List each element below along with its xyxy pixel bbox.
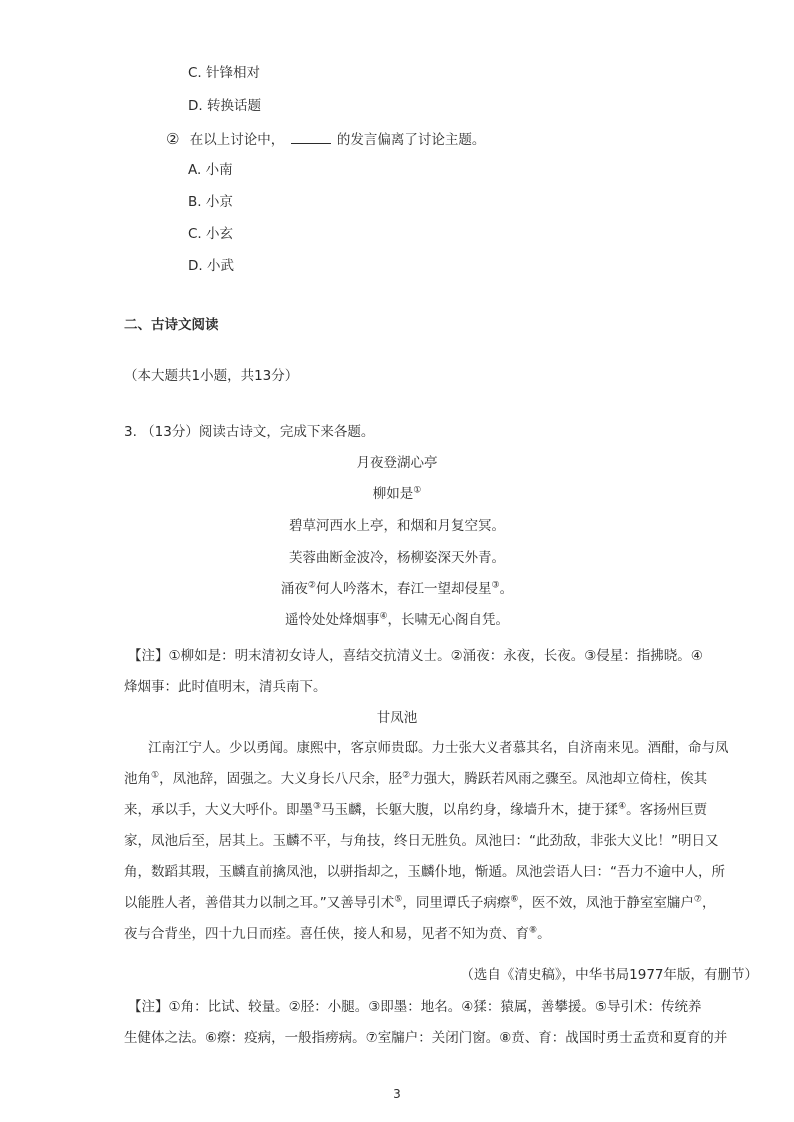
prose-row [124, 888, 764, 919]
poem-title: 月夜登湖心亭 [356, 455, 438, 471]
poem-line-1: 碧草河西水上亭，和烟和月复空冥。 [289, 518, 505, 534]
prose-text: ，医不效，凤池于静室室牖户 [518, 895, 694, 911]
prose-row: 江南江宁人。少以勇闻。康熙中，客京师贵邸。力士张大义者慕其名，自济南来见。酒酣，命与凤 [148, 740, 729, 756]
prose-text: 力强大，腾跃若风雨之骤至。凤池却立倚柱，俟其 [410, 771, 708, 787]
question-2-number: ② [166, 130, 180, 148]
footnote-marker: ⑧ [529, 925, 538, 936]
footnote-marker: ⑦ [693, 894, 702, 905]
footnote-marker: ② [307, 580, 316, 591]
prose-row: 角，数蹈其瑕，玉麟直前擒凤池，以骈指却之，玉麟仆地，惭遁。凤池尝语人曰：“吾力不逾中人，所 [124, 864, 725, 880]
prose-title: 甘凤池 [376, 710, 418, 726]
prose-note-row: 生健体之法。⑥瘵：疫病，一般指痨病。⑦室牖户：关闭门窗。⑧贲、育：战国时勇士孟贲和夏育的并 [124, 1030, 728, 1046]
option-c: C. 针锋相对 [188, 65, 261, 81]
option-c: C. 小玄 [188, 226, 234, 242]
footnote-marker: ③ [491, 580, 500, 591]
footnote-marker: ④ [379, 611, 388, 622]
footnote-marker: ① [151, 770, 160, 781]
poem-line-3-part: 。 [499, 581, 514, 597]
footnote-marker: ① [413, 485, 422, 496]
page-number: 3 [393, 1087, 401, 1101]
prose-text: 。 [537, 926, 551, 942]
question-2-text-before: 在以上讨论中， [189, 132, 285, 148]
question-2-stem [166, 129, 485, 150]
option-d: D. 转换话题 [188, 98, 261, 114]
poem-line-4-part: 遥怜处处烽烟事 [284, 612, 380, 628]
poem-line-2: 芙蓉曲断金波冷，杨柳姿深天外青。 [289, 550, 505, 566]
prose-text: 。客扬州巨贾 [626, 802, 708, 818]
footnote-marker: ④ [618, 801, 627, 812]
option-d: D. 小武 [188, 258, 234, 274]
poem-author-name: 柳如是 [372, 486, 414, 502]
prose-source: （选自《清史稿》，中华书局1977年版，有删节） [460, 967, 758, 983]
question-3-stem: 3. （13分）阅读古诗文，完成下来各题。 [124, 424, 375, 440]
prose-row [124, 919, 764, 950]
option-b: B. 小京 [188, 194, 233, 210]
prose-note-row: 【注】①角：比试、较量。②胫：小腿。③即墨：地名。④猱：猿属，善攀援。⑤导引术：传统养 [128, 999, 702, 1015]
poem-notes [124, 641, 764, 703]
prose-text: ， [701, 895, 716, 911]
prose-row [124, 764, 764, 795]
option-a: A. 小南 [188, 162, 233, 178]
poem-note-row: 烽烟事：此时值明末，清兵南下。 [124, 679, 327, 695]
prose-text: 夜与合背坐，四十九日而痊。喜任侠，接人和易，见者不知为贲、育 [124, 926, 529, 942]
poem-author [0, 484, 794, 504]
poem-line-3-part: 涌夜 [280, 581, 308, 597]
footnote-marker: ③ [313, 801, 322, 812]
answer-blank [291, 129, 331, 144]
footnote-marker: ⑥ [510, 894, 519, 905]
footnote-marker: ② [402, 770, 411, 781]
prose-notes [124, 992, 764, 1054]
section-info: （本大题共1小题，共13分） [124, 368, 299, 384]
poem-line-4 [0, 610, 794, 630]
poem-note-row: 【注】①柳如是：明末清初女诗人，喜结交抗清义士。②涌夜：永夜，长夜。③侵星：指拂晓。④ [128, 648, 703, 664]
prose-text: ，同里谭氏子病瘵 [402, 895, 511, 911]
prose-text: 池角 [124, 771, 151, 787]
poem-line-4-part: ，长啸无心阁自凭。 [387, 612, 510, 628]
footnote-marker: ⑤ [394, 894, 403, 905]
prose-text: 来，承以手，大义大呼仆。即墨 [124, 802, 313, 818]
prose-row: 家，凤池后至，居其上。玉麟不平，与角技，终日无胜负。凤池曰：“此劲敌，非张大义比！”明日又 [124, 833, 719, 849]
prose-text: ，凤池辞，固强之。大义身长八尺余，胫 [159, 771, 403, 787]
poem-line-3-part: 何人吟落木，春江一望却侵星 [316, 581, 492, 597]
poem-line-3 [0, 579, 794, 599]
question-2-text-after: 的发言偏离了讨论主题。 [336, 132, 486, 148]
section-title: 二、古诗文阅读 [124, 317, 219, 333]
prose-row [124, 795, 764, 826]
prose-text: 以能胜人者，善借其力以制之耳。”又善导引术 [124, 895, 395, 911]
prose-body [124, 733, 764, 950]
prose-text: 马玉麟，长躯大腹，以帛约身，缘墙升木，捷于猱 [321, 802, 619, 818]
